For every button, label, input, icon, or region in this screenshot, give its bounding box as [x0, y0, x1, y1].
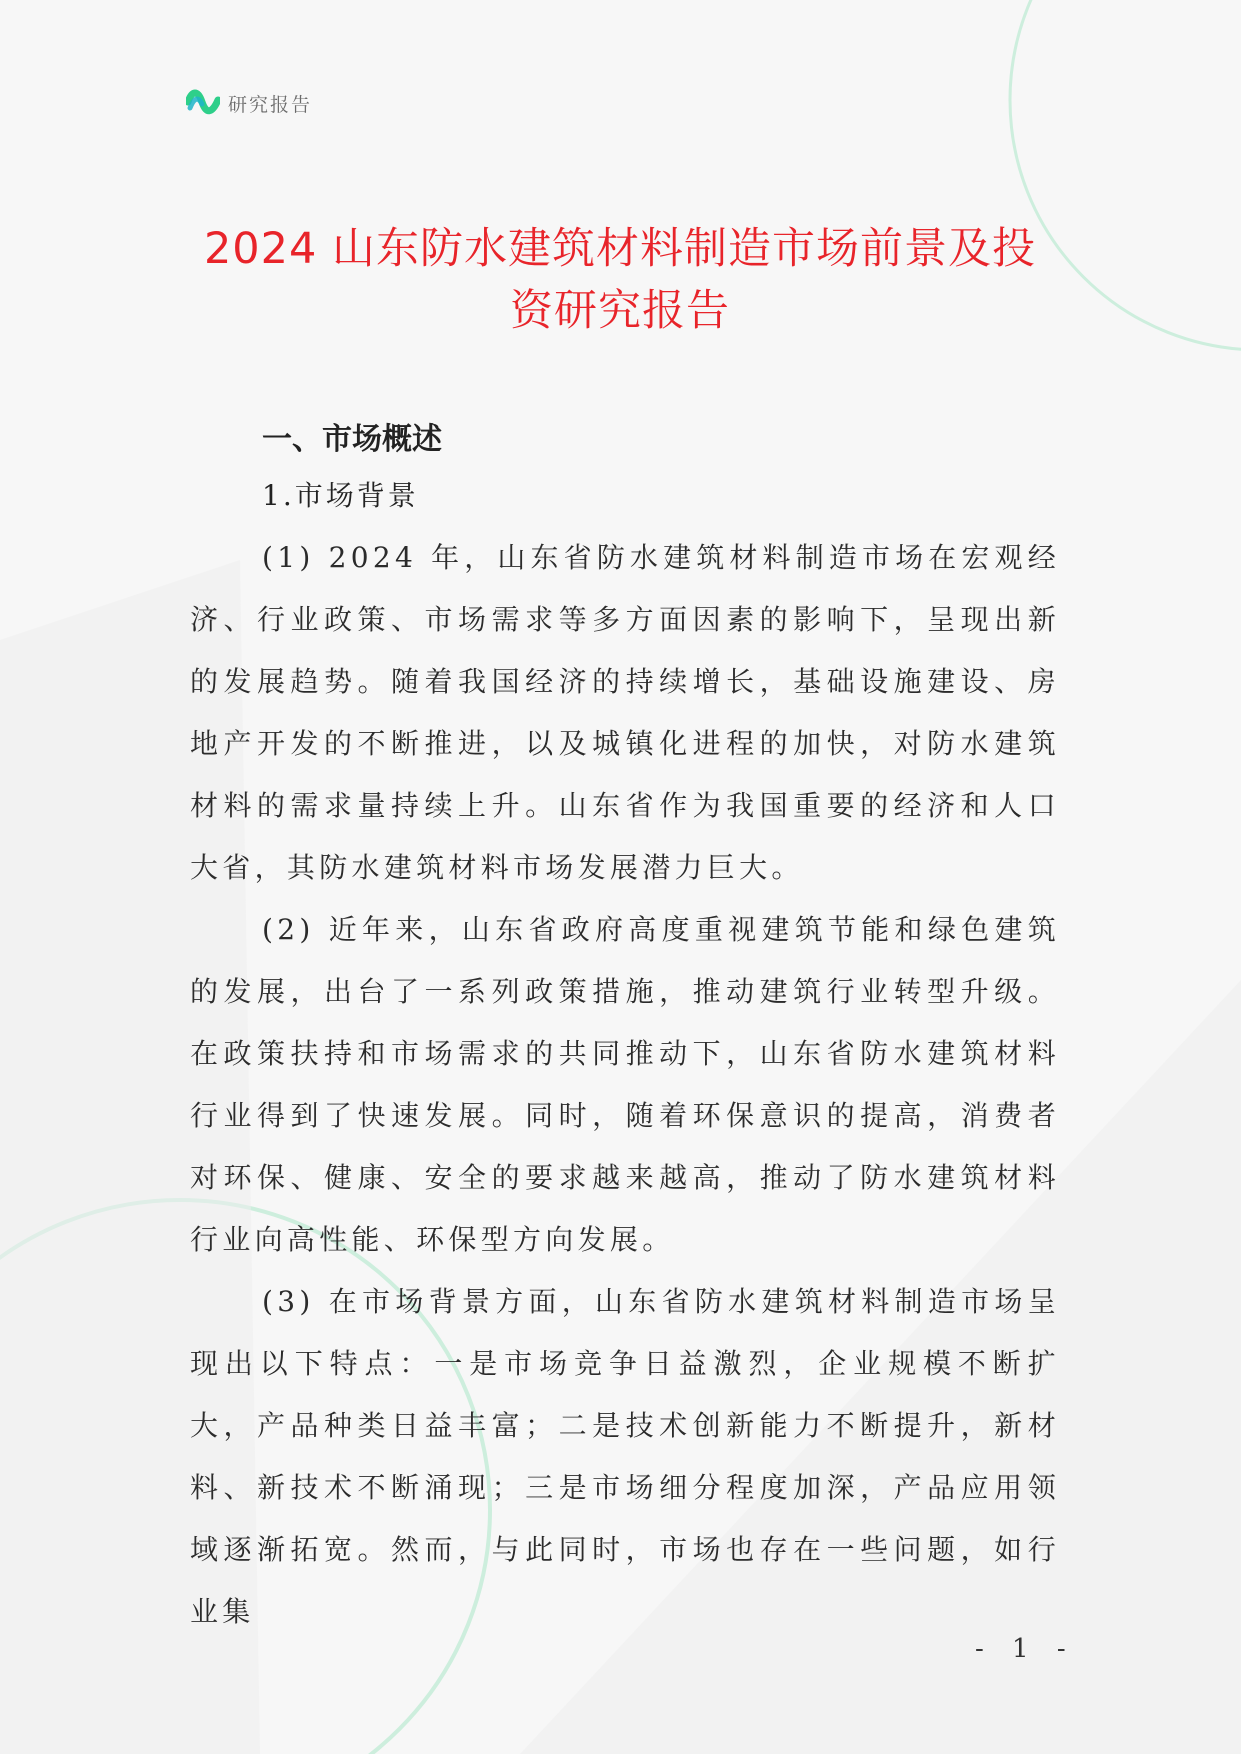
document-title	[180, 218, 1060, 342]
section-heading: 一、市场概述	[262, 422, 442, 457]
paragraph-3: (3) 在市场背景方面，山东省防水建筑材料制造市场呈现出以下特点：一是市场竞争日益激烈，企业规模不断扩大，产品种类日益丰富；二是技术创新能力不断提升，新材料、新技术不断涌现；三是市场细分程度加深，产品应用领域逐渐拓宽。然而，与此同时，市场也存在一些问题，如行业集	[190, 1285, 1060, 1628]
title-line-1: 2024 山东防水建筑材料制造市场前景及投	[203, 224, 1037, 274]
page-number: - 1 -	[975, 1634, 1076, 1664]
header-logo	[186, 88, 312, 118]
paragraph-2: (2) 近年来，山东省政府高度重视建筑节能和绿色建筑的发展，出台了一系列政策措施，推动建筑行业转型升级。在政策扶持和市场需求的共同推动下，山东省防水建筑材料行业得到了快速发展。同时，随着环保意识的提高，消费者对环保、健康、安全的要求越来越高，推动了防水建筑材料行业向高性能、环保型方向发展。	[190, 913, 1060, 1256]
document-body	[190, 415, 1060, 1643]
subsection-heading: 1.市场背景	[262, 479, 419, 512]
logo-text: 研究报告	[228, 93, 313, 116]
title-line-2: 资研究报告	[510, 286, 730, 336]
logo-icon	[186, 88, 220, 118]
paragraph-1: (1) 2024 年，山东省防水建筑材料制造市场在宏观经济、行业政策、市场需求等多方面因素的影响下，呈现出新的发展趋势。随着我国经济的持续增长，基础设施建设、房地产开发的不断推进，以及城镇化进程的加快，对防水建筑材料的需求量持续上升。山东省作为我国重要的经济和人口大省，其防水建筑材料市场发展潜力巨大。	[190, 541, 1060, 884]
